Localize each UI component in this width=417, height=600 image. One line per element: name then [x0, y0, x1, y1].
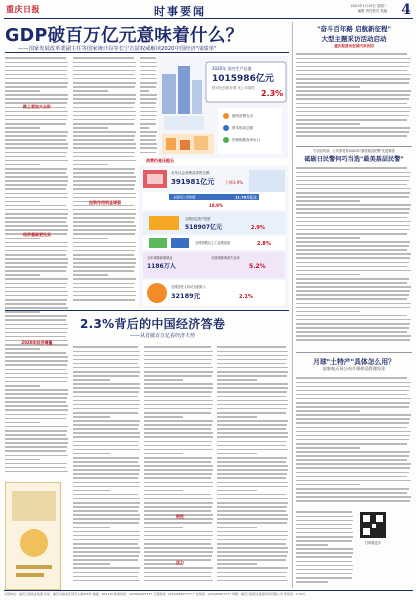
- text-line: [73, 253, 137, 257]
- box-divider-1: [296, 146, 412, 147]
- unemployment-label: 全国城镇调查失业率: [211, 256, 240, 260]
- gdp-value: 1015986亿元: [212, 74, 274, 84]
- text-line: [140, 117, 157, 121]
- text-line: [217, 406, 289, 410]
- article-column-2: [73, 56, 137, 306]
- online-value: 11.76万亿元: [235, 195, 257, 200]
- newspaper-logo: 重庆日报: [6, 4, 40, 14]
- date-line: [350, 4, 387, 13]
- text-line: [144, 542, 214, 546]
- text-line: [5, 248, 69, 252]
- gdp-infographic: [158, 56, 288, 158]
- text-line: [296, 118, 412, 122]
- text-line: [296, 580, 354, 584]
- text-line: [217, 537, 289, 541]
- second-headline: 2.3%背后的中国经济答卷: [80, 317, 226, 331]
- column-subhead-3: 2020年经济增量: [21, 340, 53, 345]
- text-line: [144, 406, 214, 410]
- text-line: [5, 122, 69, 126]
- net-export-label: 货物和服务净出口: [232, 138, 260, 142]
- text-line: [5, 253, 69, 257]
- section-title: 时事要闻: [154, 5, 206, 18]
- article-column-5: [144, 345, 214, 585]
- text-line: [296, 396, 412, 400]
- text-line: [140, 122, 157, 126]
- text-line: [5, 207, 69, 211]
- text-line: [296, 499, 412, 503]
- text-line: [140, 150, 157, 154]
- text-line: [296, 576, 354, 580]
- fixed-label: 全国固定资产投资: [185, 217, 211, 221]
- text-line: [144, 411, 214, 415]
- text-line: [140, 76, 157, 80]
- industry-label: 全国规模以上工业增加值: [195, 241, 231, 245]
- gdp-growth-label: 按可比价格计算 比上年增长: [212, 86, 256, 90]
- box1-title: "奋斗百年路 启航新征程": [316, 25, 392, 33]
- article-column-3: [140, 56, 157, 156]
- text-line: [296, 134, 412, 138]
- text-line: [144, 496, 214, 500]
- text-line: [296, 338, 412, 342]
- text-line: [73, 542, 141, 546]
- infographic-section-title: 消费仍是压舱石: [146, 158, 174, 163]
- box1-subtitle: 大型主题采访活动启动: [321, 35, 387, 43]
- column-subhead-1: 路上更加大台阶: [23, 104, 51, 109]
- consumption-label: 最终消费支出: [232, 114, 253, 118]
- unemployment-value: 5.2%: [249, 263, 266, 270]
- income-label: 全国居民人均可支配收入: [171, 285, 207, 289]
- investment-label: 资本形成总额: [232, 126, 253, 130]
- text-line: [144, 537, 214, 541]
- fixed-value: 518907亿元: [185, 224, 223, 231]
- quote-label-1: 韧性: [176, 514, 184, 519]
- editor-text: 编辑 责任校对 美编: [357, 8, 387, 13]
- text-line: [296, 571, 354, 575]
- article-column-4: [73, 345, 141, 585]
- text-line: [73, 207, 137, 211]
- text-line: [296, 530, 354, 534]
- text-line: [73, 248, 137, 252]
- qr-label: 扫码看更多: [365, 541, 381, 545]
- gdp-label: 2020年 国内生产总值: [212, 66, 252, 71]
- text-line: [73, 117, 137, 121]
- article-column-1: [5, 56, 69, 476]
- box2-body: [296, 166, 412, 346]
- divider: [5, 52, 289, 53]
- date-text: 2021年1月19日 星期二: [350, 4, 387, 8]
- column-subhead-4: 投资作用明显增强: [89, 200, 121, 205]
- quote-label-2: 活力: [176, 560, 184, 565]
- text-line: [73, 122, 137, 126]
- text-line: [296, 317, 412, 321]
- text-line: [73, 411, 141, 415]
- economy-infographic: [139, 166, 289, 308]
- employment-label: 全年城镇新增就业: [147, 256, 173, 260]
- text-line: [217, 496, 289, 500]
- text-line: [296, 227, 412, 231]
- fixed-growth: 2.9%: [251, 225, 265, 231]
- box1-kicker: 重庆报道出征国内采访团: [334, 44, 374, 48]
- text-line: [5, 76, 69, 80]
- gdp-growth: 2.3%: [261, 89, 284, 98]
- box-divider-2: [296, 352, 412, 353]
- lead-headline: GDP破百万亿元意味着什么？: [5, 26, 244, 46]
- text-line: [5, 379, 69, 383]
- text-line: [296, 186, 412, 190]
- text-line: [296, 113, 412, 117]
- text-line: [73, 298, 137, 302]
- text-line: [144, 578, 214, 582]
- income-growth: 2.1%: [239, 294, 253, 300]
- divider-2: [5, 310, 289, 311]
- column-subhead-2: 经济基础更扎实: [23, 232, 51, 237]
- text-line: [73, 365, 141, 369]
- second-subhead: ——从首破百万亿看经济大势: [130, 333, 196, 339]
- box3-subtitle: 国家航天局公布月球样品管理办法: [322, 366, 386, 371]
- text-line: [73, 496, 141, 500]
- sales-label: 全年社会消费品零售总额: [171, 171, 210, 175]
- article-column-6: [217, 345, 289, 585]
- qr-code-icon[interactable]: [360, 512, 386, 538]
- sales-change: 下降3.9%: [225, 180, 244, 185]
- text-line: [296, 232, 412, 236]
- box2-kicker: 中央宣传部、公安部发布2020年"最美基层民警"先进事迹: [313, 149, 395, 153]
- page-number: 4: [401, 2, 411, 18]
- online-label: 全国网上零售额: [173, 195, 196, 200]
- image-block: [5, 482, 61, 590]
- footer: 主管单位：重庆日报报业集团 社址：重庆市渝北区同茂大道416号 邮编：401120 新闻热线：(023)63907777 订阅热线：(023)63907777 广告热线：(023)63907777 印刷：重庆日报报业集团印务有限公司 零售价：1.50元: [4, 590, 413, 597]
- text-line: [73, 578, 141, 582]
- box4-body: [296, 510, 354, 586]
- masthead: [4, 3, 413, 19]
- decorative-image: [6, 483, 62, 591]
- lead-subhead: ——国家发展改革委副主任等国家统计局等长宁吉喆权威解读2020中国经济"成绩单": [18, 46, 217, 52]
- sales-value: 391981亿元: [171, 178, 215, 186]
- text-line: [217, 411, 289, 415]
- text-line: [217, 578, 289, 582]
- text-line: [217, 542, 289, 546]
- column-divider: [292, 22, 293, 588]
- text-line: [5, 293, 69, 297]
- box3-title: 月球"土特产"具体怎么用？: [313, 358, 395, 366]
- text-line: [73, 406, 141, 410]
- box3-body: [296, 376, 412, 506]
- industry-growth: 2.8%: [257, 241, 271, 247]
- text-line: [217, 365, 289, 369]
- text-line: [5, 117, 69, 121]
- online-growth: 10.9%: [209, 203, 223, 208]
- text-line: [73, 293, 137, 297]
- text-line: [73, 537, 141, 541]
- income-value: 32189元: [171, 292, 201, 300]
- text-line: [144, 365, 214, 369]
- text-line: [5, 424, 69, 428]
- text-line: [296, 442, 412, 446]
- text-line: [296, 72, 412, 76]
- box1-body: [296, 52, 412, 142]
- box2-title: 砥砺日民警何巧当选"最美基层民警": [304, 156, 404, 163]
- text-line: [296, 437, 412, 441]
- text-line: [73, 76, 137, 80]
- text-line: [5, 469, 69, 473]
- employment-value: 1186万人: [147, 263, 176, 270]
